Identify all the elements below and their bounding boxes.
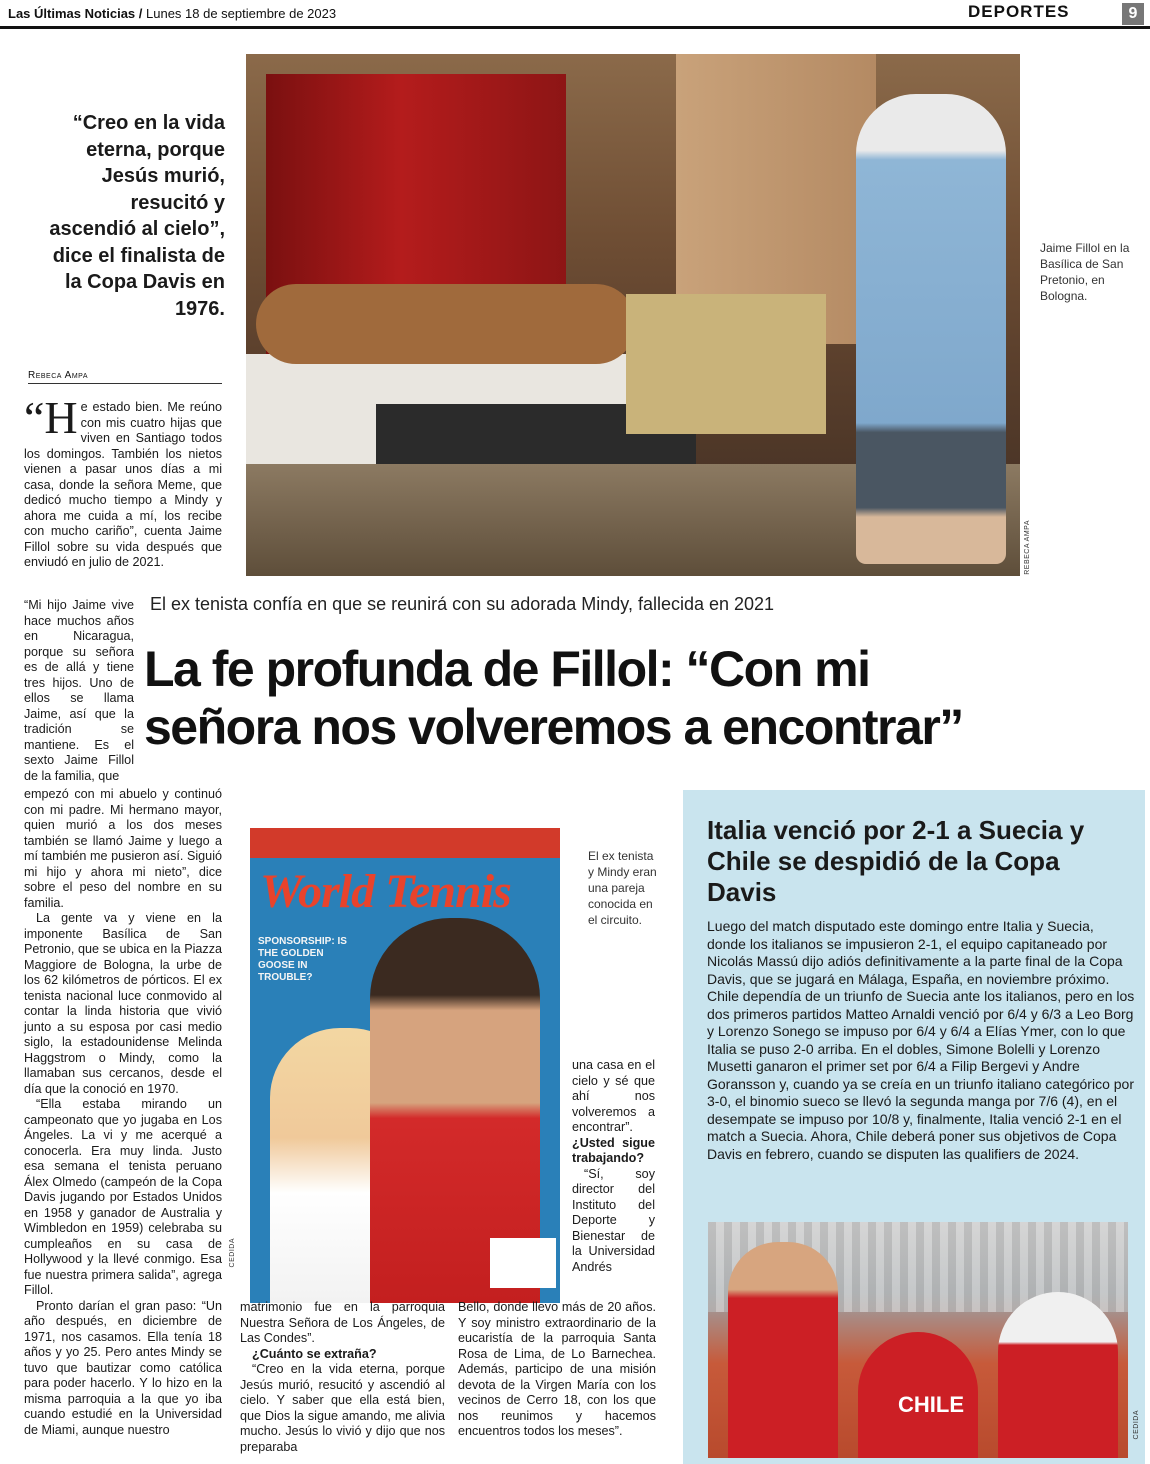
cover-lines: SPONSORSHIP: IS THE GOLDEN GOOSE IN TROUBLE? (258, 936, 347, 983)
captain-figure (728, 1242, 838, 1458)
drop-cap: “H (24, 392, 78, 443)
article-paragraph-2 (24, 598, 134, 784)
article-paragraph-1 (24, 392, 222, 571)
main-photo (246, 54, 1020, 576)
article-column-2 (240, 1300, 445, 1455)
statue-shape (256, 284, 636, 364)
main-photo-caption: Jaime Fillol en la Basílica de San Pretonio, en Bologna. (1040, 241, 1130, 303)
question-heading: ¿Cuánto se extraña? (252, 1346, 377, 1361)
article-column-3-continued (458, 1300, 656, 1440)
magazine-credit: CEDIDA (229, 1238, 236, 1268)
cover-sticker (490, 1238, 556, 1288)
paper-name: Las Últimas Noticias (8, 6, 136, 21)
offering-box-shape (626, 294, 826, 434)
magazine-cover-photo (250, 828, 560, 1303)
davis-cup-photo (708, 1222, 1128, 1458)
byline-rule (28, 383, 222, 384)
question-heading: ¿Usted sigue trabajando? (572, 1135, 655, 1165)
sidebar-photo-credit: CEDIDA (1133, 1410, 1140, 1440)
page-number: 9 (1122, 3, 1144, 25)
article-text: “Mi hijo Jaime vive hace muchos años en Nicaragua, porque su señora es de allá y tiene tres hijos. Uno de ellos se llama Jaime, así que la tradición se mantiene. Es el sexto Jaime Fillol de la familia, que (24, 598, 134, 783)
pull-quote: “Creo en la vida eterna, porque Jesús murió, resucitó y ascendió al cielo”, dice el finalista de la Copa Davis en 1976. (49, 112, 225, 320)
article-text: una casa en el cielo y sé que ahí nos volveremos a encontrar”. (572, 1058, 655, 1134)
player-figure (998, 1292, 1118, 1458)
sidebar-title: Italia venció por 2-1 a Suecia y Chile se despidió de la Copa Davis (707, 815, 1085, 907)
main-photo-credit: REBECA AMPA (1024, 520, 1031, 575)
cover-banner (250, 828, 560, 858)
article-text: Pronto darían el gran paso: “Un año después, en diciembre de 1971, nos casamos. Ella tenía 18 años y yo 25. Pero antes Mindy se tuvo que bautizar como católica para poder hacerlo. Y lo hizo en la misma parroquia a la que yo iba cuando estudié en la Universidad de Miami, aunque nuestro (24, 1298, 222, 1437)
headline: La fe profunda de Fillol: “Con mi señora nos volveremos a encontrar” (144, 641, 963, 755)
byline: Rebeca Ampa (28, 370, 88, 381)
magazine-title: World Tennis (260, 865, 511, 918)
article-text: “Sí, soy director del Instituto del Deporte y Bienestar de la Universidad Andrés (572, 1166, 655, 1274)
section-name: DEPORTES (968, 2, 1070, 21)
article-text: “Creo en la vida eterna, porque Jesús murió, resucitó y ascendió al cielo. Y saber que ella está bien, que Dios la sigue amando, me alivia mucho. Jesús lo vivió y dijo que nos preparaba (240, 1362, 445, 1454)
article-text: La gente va y viene en la imponente Basílica de San Petronio, que se ubica en la Piazza Maggiore de Bologna, la urbe de los 62 kilómetros de pórticos. El ex tenista nacional luce conmovido al contar la linda historia que vivió junto a su esposa por casi medio siglo, la estadounidense Melinda Haggstrom o Mindy, como la llamaban sus cercanos, desde el día que la conoció en 1970. (24, 911, 222, 1096)
article-text: empezó con mi abuelo y continuó con mi padre. Mi hermano mayor, quien murió a los dos meses también se llamó Jaime y luego a mí también me pusieron así. Siguió mi hijo y ahora mi nieto”, dice sobre el peso del nombre en su familia. (24, 787, 222, 910)
header-rule (0, 26, 1150, 29)
magazine-caption: El ex tenista y Mindy eran una pareja conocida en el circuito. (588, 849, 657, 927)
article-text: e estado bien. Me reúno con mis cuatro hijas que viven en Santiago todos los domingos. También los nietos vienen a pasar unos días a mi casa, donde la señora Meme, que dedicó mucho tiempo a Mindy y ahora me cuida a mí, los recibe con mucho cariño”, cuenta Jaime Fillol sobre su vida después que enviudó en julio de 2021. (24, 400, 222, 569)
article-text: “Ella estaba mirando un campeonato que yo jugaba en Los Ángeles. La vi y me acerqué a conocerla. Era muy linda. Justo esa semana el tenista peruano Álex Olmedo (campeón de la Copa Davis jugando por Estados Unidos en 1958 y ganador de Australia y Wimbledon en 1959) celebraba su cumpleaños en su casa de Hollywood y la llevé conmigo. Esa fue nuestra primera salida”, agrega Fillol. (24, 1097, 222, 1297)
article-text: matrimonio fue en la parroquia Nuestra Señora de Los Ángeles, de Las Condes”. (240, 1300, 445, 1345)
shirt-lettering: CHILE (898, 1392, 964, 1417)
masthead (8, 6, 336, 21)
article-text: Bello, donde llevo más de 20 años. Y soy ministro extraordinario de la eucaristía de la parroquia Santa Rosa de Lima, de Lo Barnechea. Además, participo de una misión devota de la Virgen María con los vecinos de Cerro 18, con los que nos reunimos y hacemos encuentros todos los meses”. (458, 1300, 656, 1438)
article-column-3 (572, 1058, 655, 1275)
sidebar-body: Luego del match disputado este domingo entre Italia y Suecia, donde los italianos se impusieron 2-1, el equipo capitaneado por Nicolás Massú dijo adiós definitivamente a la parte final de la Copa Davis, que se jugará en Málaga, España, en noviembre próximo. Chile dependía de un triunfo de Suecia ante los italianos, pero en los dos primeros partidos Matteo Arnaldi venció por 6/4 y 6/3 a Leo Borg y Lorenzo Sonego se impuso por 6/4 y 6/4 a Elías Ymer, con lo que Italia se puso 2-0 arriba. En el dobles, Simone Bolelli y Lorenzo Musetti ganaron el primer set por 6/4 a Filip Bergevi y Andre Goransson y, cuando ya se creía en un triunfo italiano categórico por 3-0, el binomio sueco se llevó la segunda manga por 7/6 (4), en el desempate se impuso por 10/8 y, finalmente, Italia venció 2-1 en el match a Suecia. Ahora, Chile deberá poner sus objetivos de Copa Davis en febrero, cuando se disputen las qualifiers de 2024. (707, 918, 1135, 1162)
kicker: El ex tenista confía en que se reunirá con su adorada Mindy, fallecida en 2021 (150, 594, 775, 614)
issue-date: Lunes 18 de septiembre de 2023 (146, 6, 337, 21)
man-figure (856, 94, 1006, 564)
article-column-1-continued (24, 787, 222, 1438)
masthead-separator: / (135, 6, 146, 21)
